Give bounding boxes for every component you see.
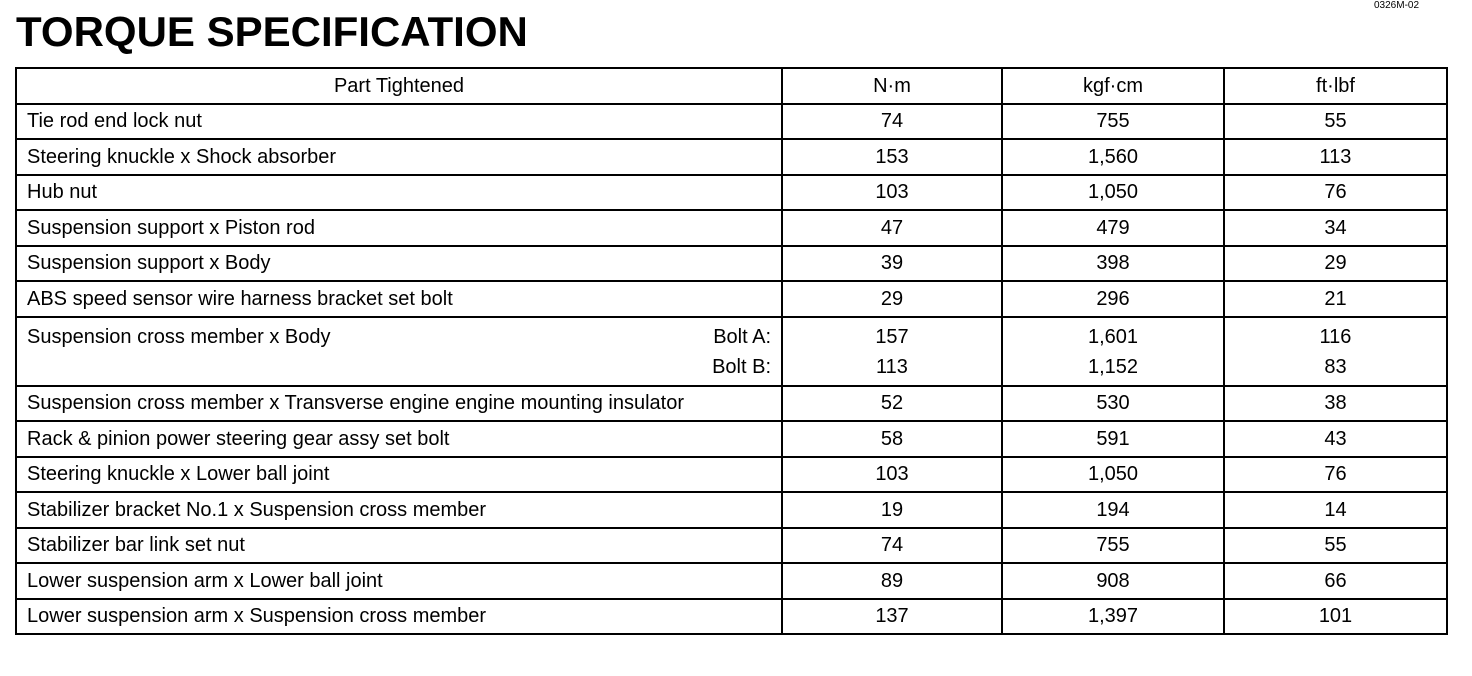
nm-cell: 74 xyxy=(782,528,1002,564)
nm-cell: 137 xyxy=(782,599,1002,635)
kgfcm-cell: 1,560 xyxy=(1002,139,1224,175)
kgfcm-cell: 1,050 xyxy=(1002,457,1224,493)
part-cell: Suspension support x Body xyxy=(16,246,782,282)
part-cell: Lower suspension arm x Suspension cross member xyxy=(16,599,782,635)
nm-bolt-a: 157 xyxy=(875,325,909,348)
table-row-two-bolts xyxy=(16,317,1447,386)
ftlbf-cell: 43 xyxy=(1224,421,1447,457)
table-header-row xyxy=(16,68,1447,104)
ftlbf-cell: 55 xyxy=(1224,528,1447,564)
ftlbf-cell: 76 xyxy=(1224,457,1447,493)
part-cell: Suspension support x Piston rod xyxy=(16,210,782,246)
part-cell: Stabilizer bar link set nut xyxy=(16,528,782,564)
kgfcm-cell: 479 xyxy=(1002,210,1224,246)
ftlbf-cell: 34 xyxy=(1224,210,1447,246)
kgfcm-cell: 1,050 xyxy=(1002,175,1224,211)
nm-cell: 153 xyxy=(782,139,1002,175)
table-row xyxy=(16,210,1447,246)
table-row xyxy=(16,563,1447,599)
part-name: Suspension cross member x Body xyxy=(27,325,331,348)
kgfcm-cell: 530 xyxy=(1002,386,1224,422)
part-cell: Tie rod end lock nut xyxy=(16,104,782,140)
nm-cell: 58 xyxy=(782,421,1002,457)
table-row xyxy=(16,528,1447,564)
table-row xyxy=(16,281,1447,317)
table-row xyxy=(16,421,1447,457)
nm-cell: 39 xyxy=(782,246,1002,282)
nm-cell: 29 xyxy=(782,281,1002,317)
bolt-b-label: Bolt B: xyxy=(712,355,771,378)
bolt-a-label: Bolt A: xyxy=(713,325,771,348)
ftlbf-cell: 55 xyxy=(1224,104,1447,140)
document-code: 0326M-02 xyxy=(1374,0,1420,11)
table-row xyxy=(16,175,1447,211)
part-cell xyxy=(16,317,782,386)
nm-cell: 19 xyxy=(782,492,1002,528)
nm-cell: 103 xyxy=(782,175,1002,211)
kgfcm-cell: 296 xyxy=(1002,281,1224,317)
table-row xyxy=(16,104,1447,140)
part-cell: ABS speed sensor wire harness bracket set bolt xyxy=(16,281,782,317)
kgfcm-cell xyxy=(1002,317,1224,386)
header-kgfcm: kgf·cm xyxy=(1002,68,1224,104)
part-cell: Lower suspension arm x Lower ball joint xyxy=(16,563,782,599)
kgfcm-bolt-b: 1,152 xyxy=(1087,355,1139,378)
nm-cell: 74 xyxy=(782,104,1002,140)
part-cell: Suspension cross member x Transverse engine engine mounting insulator xyxy=(16,386,782,422)
ftlbf-cell: 38 xyxy=(1224,386,1447,422)
nm-cell: 89 xyxy=(782,563,1002,599)
ftlbf-cell: 101 xyxy=(1224,599,1447,635)
ftlbf-cell xyxy=(1224,317,1447,386)
kgfcm-cell: 755 xyxy=(1002,528,1224,564)
page-title: TORQUE SPECIFICATION xyxy=(16,8,528,55)
nm-cell: 52 xyxy=(782,386,1002,422)
part-cell: Stabilizer bracket No.1 x Suspension cross member xyxy=(16,492,782,528)
ftlbf-cell: 66 xyxy=(1224,563,1447,599)
part-cell: Steering knuckle x Lower ball joint xyxy=(16,457,782,493)
ftlbf-cell: 21 xyxy=(1224,281,1447,317)
kgfcm-cell: 908 xyxy=(1002,563,1224,599)
header-ftlbf: ft·lbf xyxy=(1224,68,1447,104)
ftlbf-cell: 14 xyxy=(1224,492,1447,528)
ftlbf-bolt-b: 83 xyxy=(1324,355,1347,378)
bolt-labels xyxy=(712,322,771,382)
kgfcm-cell: 755 xyxy=(1002,104,1224,140)
ftlbf-cell: 76 xyxy=(1224,175,1447,211)
ftlbf-cell: 29 xyxy=(1224,246,1447,282)
table-row xyxy=(16,599,1447,635)
table-row xyxy=(16,246,1447,282)
nm-cell xyxy=(782,317,1002,386)
kgfcm-cell: 398 xyxy=(1002,246,1224,282)
kgfcm-cell: 194 xyxy=(1002,492,1224,528)
kgfcm-bolt-a: 1,601 xyxy=(1087,325,1139,348)
ftlbf-cell: 113 xyxy=(1224,139,1447,175)
header-part-tightened: Part Tightened xyxy=(16,68,782,104)
header-nm: N·m xyxy=(782,68,1002,104)
nm-cell: 103 xyxy=(782,457,1002,493)
part-cell: Steering knuckle x Shock absorber xyxy=(16,139,782,175)
torque-spec-table xyxy=(15,67,1448,635)
kgfcm-cell: 1,397 xyxy=(1002,599,1224,635)
nm-bolt-b: 113 xyxy=(876,355,908,378)
table-row xyxy=(16,386,1447,422)
part-cell: Rack & pinion power steering gear assy set bolt xyxy=(16,421,782,457)
ftlbf-bolt-a: 116 xyxy=(1319,325,1352,348)
table-row xyxy=(16,139,1447,175)
kgfcm-cell: 591 xyxy=(1002,421,1224,457)
table-row xyxy=(16,457,1447,493)
table-row xyxy=(16,492,1447,528)
nm-cell: 47 xyxy=(782,210,1002,246)
part-cell: Hub nut xyxy=(16,175,782,211)
